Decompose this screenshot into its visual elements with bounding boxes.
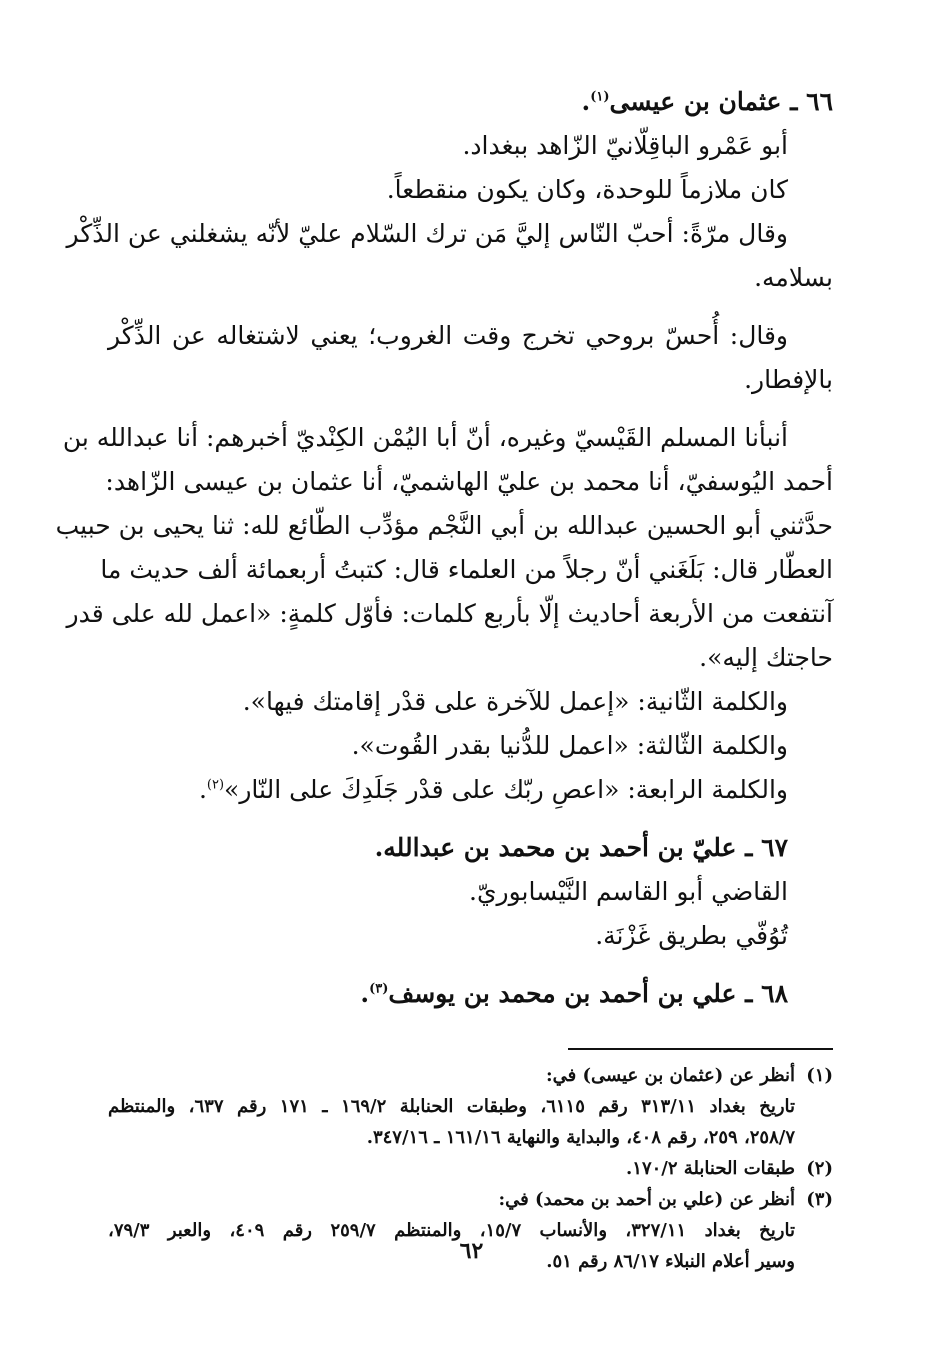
footnote-text: طبقات الحنابلة ١٧٠/٢. bbox=[626, 1158, 795, 1179]
page-number: ٦٢ bbox=[459, 1238, 484, 1264]
entry-heading-68 bbox=[108, 972, 833, 1016]
footnote-text: ٢٥٨/٧، ٢٥٩، رقم ٤٠٨، والبداية والنهاية ١٦١/١٦ ـ ٣٤٧/١٦. bbox=[366, 1127, 795, 1148]
text-line: وقال: أُحسّ بروحي تخرج وقت الغروب؛ يعني لاشتغاله عن الذِّكْر bbox=[108, 321, 788, 350]
text-line: تُوُفّي بطريق غَزْنَة. bbox=[595, 921, 788, 950]
footnote-2 bbox=[108, 1153, 833, 1184]
text-line: والكلمة الرابعة: «اعصِ ربّك على قدْر جَلَدِكَ على النّار» bbox=[224, 775, 788, 804]
footnote-text: أنظر عن (عثمان بن عيسى) في: bbox=[546, 1065, 795, 1086]
footnote-ref[interactable]: (٢) bbox=[206, 777, 225, 793]
text-line: القاضي أبو القاسم النَّيْسابوريّ. bbox=[469, 877, 788, 906]
punctuation: . bbox=[581, 87, 591, 116]
footnote-ref[interactable]: (١) bbox=[590, 89, 610, 105]
footnote-3 bbox=[108, 1184, 833, 1215]
footnote-number: (٢) bbox=[806, 1158, 833, 1179]
punctuation: . bbox=[360, 979, 370, 1008]
text-line: والكلمة الثّانية: «إعمل للآخرة على قدْر إقامتك فيها». bbox=[242, 687, 788, 716]
text-line: آنتفعت من الأربعة أحاديث إلّا بأربع كلمات: فأوّل كلمةٍ: «اعمل لله على قدر bbox=[66, 599, 833, 628]
footnote-text: تاريخ بغداد ٣٢٧/١١، والأنساب ١٥/٧، والمنتظم ٢٥٩/٧ رقم ٤٠٩، والعبر ٧٩/٣، bbox=[108, 1220, 795, 1241]
footnote-number: (١) bbox=[806, 1065, 833, 1086]
text-line: أحمد اليُوسفيّ، أنا محمد بن عليّ الهاشميّ، أنا عثمان بن عيسى الزّاهد: bbox=[105, 467, 833, 496]
text-line: حاجتك إليه». bbox=[699, 643, 833, 672]
text-line: أنبأنا المسلم القَيْسيّ وغيره، أنّ أبا اليُمْن الكِنْديّ أخبرهم: أنا عبدالله بن bbox=[62, 423, 788, 452]
text-line: حدَّثني أبو الحسين عبدالله بن أبي النَّجْم مؤدِّب الطّائع لله: ثنا يحيى بن حبيب bbox=[55, 511, 833, 540]
entry-heading-66 bbox=[108, 80, 833, 124]
entry-heading-67: ٦٧ ـ عليّ بن أحمد بن محمد بن عبدالله. bbox=[374, 833, 788, 862]
entry-title: ٦٦ ـ عثمان بن عيسى bbox=[609, 87, 833, 116]
footnote-divider bbox=[568, 1048, 833, 1050]
text-line: وقال مرّةً: أحبّ النّاس إليَّ مَن ترك السّلام عليّ لأنّه يشغلني عن الذِّكْر bbox=[66, 219, 788, 248]
page-body bbox=[55, 80, 833, 1277]
text-line: كان ملازماً للوحدة، وكان يكون منقطعاً. bbox=[386, 175, 788, 204]
text-line: بسلامه. bbox=[754, 263, 833, 292]
text-line: العطّار قال: بَلَغَني أنّ رجلاً من العلماء قال: كتبتُ أربعمائة ألف حديث ما bbox=[100, 555, 833, 584]
punctuation: . bbox=[198, 775, 207, 804]
footnote-text: تاريخ بغداد ٣١٣/١١ رقم ٦١١٥، وطبقات الحنابلة ١٦٩/٢ ـ ١٧١ رقم ٦٣٧، والمنتظم bbox=[108, 1096, 796, 1117]
footnote-text: وسير أعلام النبلاء ٨٦/١٧ رقم ٥١. bbox=[546, 1251, 795, 1272]
text-line: والكلمة الثّالثة: «اعمل للدُّنيا بقدر القُوت». bbox=[351, 731, 788, 760]
text-line: بالإفطار. bbox=[744, 365, 833, 394]
footnote-ref[interactable]: (٣) bbox=[369, 981, 389, 997]
entry-title: ٦٨ ـ علي بن أحمد بن محمد بن يوسف bbox=[388, 979, 788, 1008]
footnote-1 bbox=[108, 1060, 833, 1091]
text-line: أبو عَمْرو الباقِلّانيّ الزّاهد ببغداد. bbox=[462, 131, 788, 160]
footnote-number: (٣) bbox=[806, 1189, 833, 1210]
text-line-with-note bbox=[108, 768, 833, 812]
footnote-text: أنظر عن (علي بن أحمد بن محمد) في: bbox=[498, 1189, 795, 1210]
